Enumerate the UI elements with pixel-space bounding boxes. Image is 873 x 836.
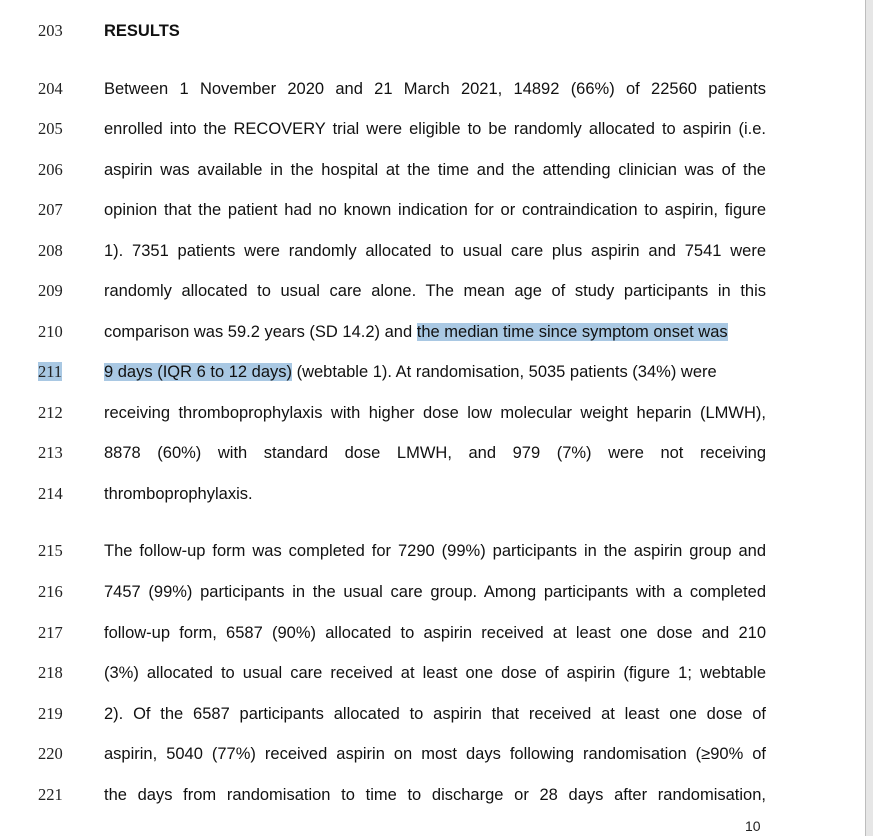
- line-number: 207: [38, 200, 63, 219]
- text-line: The follow-up form was completed for 7290 (99%) participants in the aspirin group and: [104, 542, 766, 560]
- text-line: 8878 (60%) with standard dose LMWH, and 979 (7%) were not receiving: [104, 444, 766, 462]
- text-line: 1). 7351 patients were randomly allocated to usual care plus aspirin and 7541 were: [104, 242, 766, 260]
- line-number: 213: [38, 443, 63, 462]
- line-number: 220: [38, 744, 63, 763]
- line-number: 219: [38, 704, 63, 723]
- highlighted-text[interactable]: the median time since symptom onset was: [416, 323, 728, 341]
- line-number: 206: [38, 160, 63, 179]
- text-line: enrolled into the RECOVERY trial were eligible to be randomly allocated to aspirin (i.e.: [104, 120, 766, 138]
- text-line: aspirin was available in the hospital at the time and the attending clinician was of the: [104, 161, 766, 179]
- text-line[interactable]: [104, 362, 766, 382]
- section-heading: RESULTS: [104, 22, 180, 40]
- line-number: 204: [38, 79, 63, 98]
- text-line: aspirin, 5040 (77%) received aspirin on most days following randomisation (≥90% of: [104, 745, 766, 763]
- text-line: (3%) allocated to usual care received at least one dose of aspirin (figure 1; webtable: [104, 664, 766, 682]
- text-line: 7457 (99%) participants in the usual care group. Among participants with a completed: [104, 583, 766, 601]
- text-line[interactable]: [104, 322, 766, 342]
- text-line: the days from randomisation to time to discharge or 28 days after randomisation,: [104, 786, 766, 804]
- line-number: 216: [38, 582, 63, 601]
- line-number: 212: [38, 403, 63, 422]
- line-number: 208: [38, 241, 63, 260]
- line-number: 210: [38, 322, 63, 341]
- viewer-background: [866, 0, 873, 836]
- text-line: opinion that the patient had no known indication for or contraindication to aspirin, figure: [104, 201, 766, 219]
- line-number: 221: [38, 785, 63, 804]
- text-segment: comparison was 59.2 years (SD 14.2) and: [104, 323, 417, 341]
- text-line: receiving thromboprophylaxis with higher dose low molecular weight heparin (LMWH),: [104, 404, 766, 422]
- line-number: 205: [38, 119, 63, 138]
- line-number: 214: [38, 484, 63, 503]
- highlighted-line-number: 211: [38, 362, 63, 381]
- text-line: thromboprophylaxis.: [104, 485, 253, 503]
- line-number: 215: [38, 541, 63, 560]
- line-number: 218: [38, 663, 63, 682]
- text-line: randomly allocated to usual care alone. The mean age of study participants in this: [104, 282, 766, 300]
- line-number: [38, 362, 86, 382]
- line-number: 217: [38, 623, 63, 642]
- text-line: Between 1 November 2020 and 21 March 2021, 14892 (66%) of 22560 patients: [104, 80, 766, 98]
- highlighted-text[interactable]: 9 days (IQR 6 to 12 days): [104, 363, 293, 381]
- page-number: 10: [745, 818, 761, 834]
- line-number-203: 203: [38, 21, 63, 40]
- text-segment: (webtable 1). At randomisation, 5035 patients (34%) were: [292, 363, 717, 381]
- line-number: 209: [38, 281, 63, 300]
- text-line: 2). Of the 6587 participants allocated to aspirin that received at least one dose of: [104, 705, 766, 723]
- text-line: follow-up form, 6587 (90%) allocated to aspirin received at least one dose and 210: [104, 624, 766, 642]
